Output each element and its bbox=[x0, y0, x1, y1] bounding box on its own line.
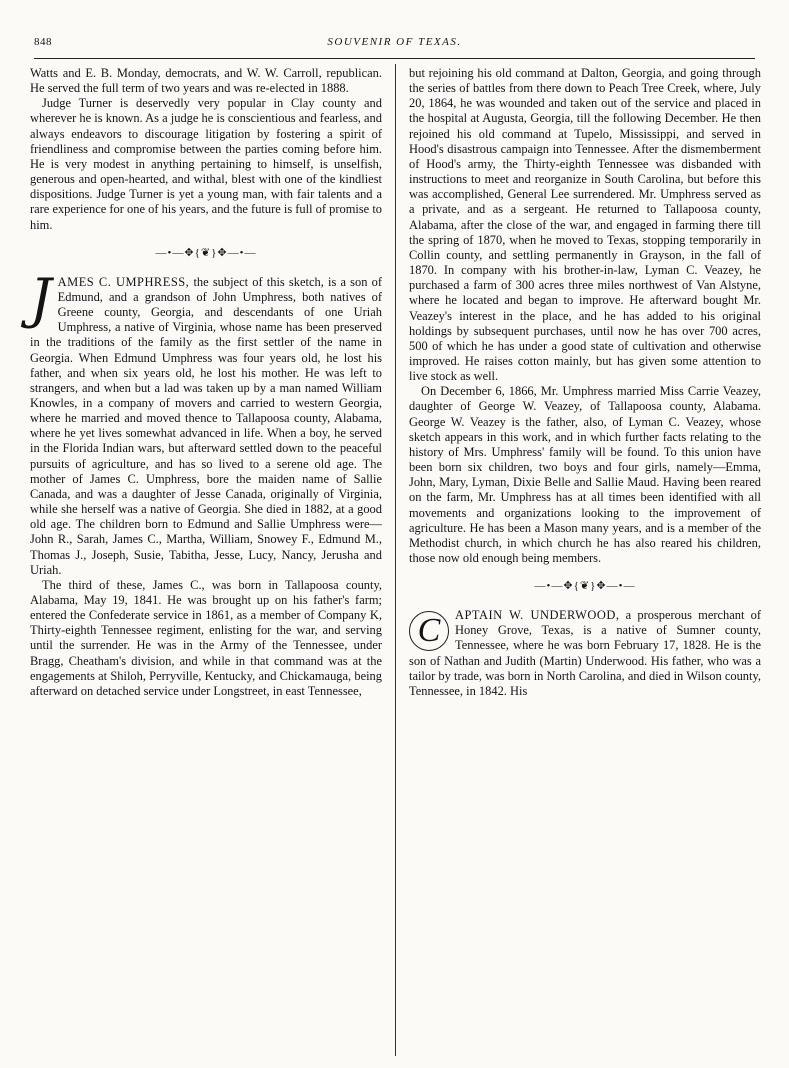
paragraph: On December 6, 1866, Mr. Umphress married Miss Carrie Veazey, daughter of George W. Veazey, of Tallapoosa county, Alabama. George W. Veazey is the father, also, of Lyman C. Veazey, whose sketch appears in this work, and in which further facts relating to the history of Mrs. Umphress' family will be found. To this union have been born six children, two boys and four girls, namely—Emma, John, Mary, Lyman, Dixie Belle and Sallie Maud. Having been reared on the farm, Mr. Umphress has at all times been identified with all movements and organizations looking to the improvement of agriculture. He has been a Mason many years, and is a member of the Methodist church, in which church he has also reared his children, those now old enough being members. bbox=[409, 384, 761, 565]
section-ornament: —•—✥{❦}✥—•— bbox=[155, 246, 257, 259]
sketch-intro-umphress bbox=[30, 266, 382, 578]
header-rule bbox=[34, 58, 755, 59]
page-header bbox=[34, 36, 755, 54]
paragraph: Judge Turner is deservedly very popular in Clay county and wherever he is known. As a judge he is conscientious and fearless, and always endeavors to discourage litigation by fostering a spirit of friendliness and compromise between the parties coming before him. He is very modest in anything pertaining to himself, is unselfish, generous and open-hearted, and withal, blest with one of the kindliest dispositions. Judge Turner is yet a young man, with fair talents and a rare experience for one of his years, and the future is full of promise to him. bbox=[30, 96, 382, 232]
column-divider bbox=[395, 64, 396, 1056]
subject-name: APTAIN W. UNDERWOOD, bbox=[455, 608, 620, 623]
sketch-intro-underwood bbox=[409, 608, 761, 699]
drop-cap: J bbox=[30, 266, 52, 330]
paragraph: Watts and E. B. Monday, democrats, and W. W. Carroll, republican. He served the full term of two years and was re-elected in 1888. bbox=[30, 66, 382, 96]
running-title: SOUVENIR OF TEXAS. bbox=[327, 36, 462, 48]
subject-name: AMES C. UMPHRESS, bbox=[57, 274, 190, 289]
right-column bbox=[409, 66, 761, 699]
left-column bbox=[30, 66, 382, 699]
paragraph: The third of these, James C., was born in Tallapoosa county, Alabama, May 19, 1841. He was brought up on his father's farm; entered the Confederate service in 1861, as a member of Company K, Thirty-eighth Tennessee regiment, enlisting for the war, and serving until the surrender. He was in the Army of the Tennessee, under Bragg, Cheatham's division, and while in that command was at the engagements at Shiloh, Perryville, Kentucky, and Chickamauga, being afterward on detached service under Longstreet, in east Tennessee, bbox=[30, 577, 382, 698]
section-ornament: —•—✥{❦}✥—•— bbox=[534, 580, 636, 593]
paragraph-text: the subject of this sketch, is a son of Edmund, and a grandson of John Umphress, both natives of Greene county, Georgia, and descendants of one Uriah Umphress, a native of Virginia, whose name has been preserved in the traditions of the family as the first settler of the name in Georgia. When Edmund Umphress was four years old, he lost his father, and when six years old, he lost his mother. He was left to strangers, and when but a lad was taken up by a man named William Knowles, in a company of movers and carried to western Georgia, where he married and moved thence to Tallapoosa county, Alabama, where he yet lives somewhat advanced in life. When a boy, he served in the Florida Indian wars, but afterward settled down to the peaceful pursuits of agriculture, and has so lived to a serene old age. The mother of James C. Umphress, bore the maiden name of Sallie Canada, and was a daughter of Jesse Canada, originally of Virginia, while she herself was a native of Georgia. She died in 1882, at a good old age. The children born to Edmund and Sallie Umphress were—John R., Sarah, James C., Martha, William, Snowey F., Edmund M., Thomas J., Joseph, Susie, Tabitha, Jesse, Lucy, Nancy, Jerusha and Uriah. bbox=[30, 274, 382, 577]
drop-cap: C bbox=[409, 611, 449, 651]
page-number: 848 bbox=[34, 36, 52, 48]
paragraph-text: a prosperous merchant of Honey Grove, Texas, is a native of Sumner county, Tennessee, where he was born February 17, 1828. He is the son of Nathan and Judith (Martin) Underwood. His father, who was a tailor by trade, was born in North Carolina, and died in Wilson county, Tennessee, in 1842. His bbox=[409, 608, 761, 698]
paragraph: but rejoining his old command at Dalton, Georgia, and going through the series of battles from there down to Peach Tree Creek, where, July 20, 1864, he was wounded and taken out of the service and placed in the hospital at Augusta, Georgia, till the following December. He then rejoined his old command at Tupelo, Mississippi, and served in Hood's disastrous campaign into Tennessee. After the dismemberment of Hood's army, the Thirty-eighth Tennessee was disbanded with instructions to meet and reorganize in South Carolina, but before this was accomplished, General Lee surrendered. Mr. Umphress served as a private, and as a sergeant. He returned to Tallapoosa county, Alabama, after the close of the war, and engaged in farming there till the spring of 1870, when he moved to Texas, stopping temporarily in Collin county, and settling permanently in Grayson, in the fall of 1870. In company with his brother-in-law, Lyman C. Veazey, he purchased a farm of 300 acres three miles northwest of Van Alstyne, where he located and began to improve. He afterward bought Mr. Veazey's interest in the place, and he has added to his original holdings by subsequent purchases, until now he has over 700 acres, 500 of which he has under a good state of cultivation and otherwise improved. He raises cotton mainly, but has given some attention to live stock as well. bbox=[409, 66, 761, 384]
